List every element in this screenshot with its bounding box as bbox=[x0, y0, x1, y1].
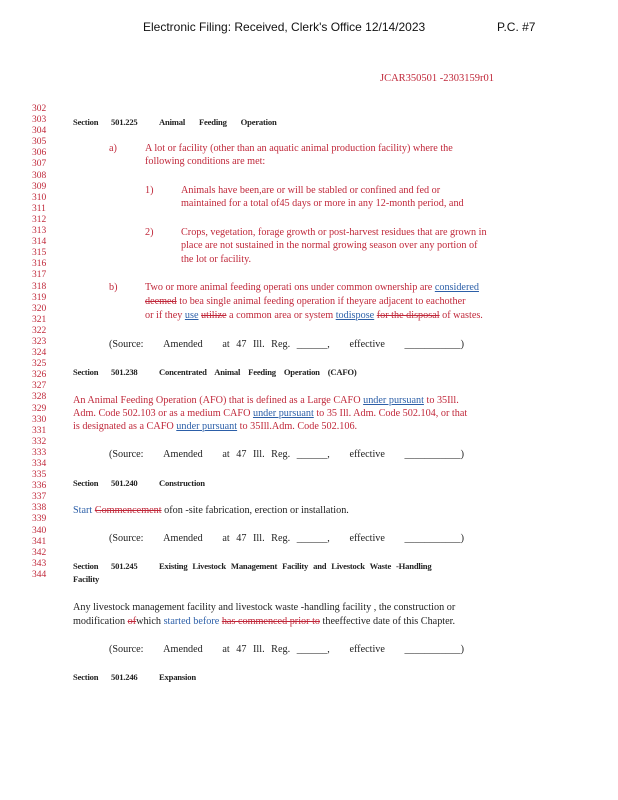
line-number: 310 bbox=[32, 192, 47, 203]
filing-stamp: Electronic Filing: Received, Clerk's Office 12/14/2023 bbox=[143, 20, 426, 34]
line-number: 344 bbox=[32, 569, 47, 580]
deleted-text: for the disposal bbox=[376, 310, 440, 321]
paragraph-line: Two or more animal feeding operati ons under common ownership are considered bbox=[145, 282, 479, 293]
paragraph-line: Start Commencement ofon -site fabrication, erection or installation. bbox=[73, 505, 349, 516]
line-number: 320 bbox=[32, 303, 47, 314]
inserted-text: considered bbox=[434, 282, 479, 293]
line-number: 321 bbox=[32, 314, 47, 325]
paragraph-line: maintained for a total of45 days or more in any 12-month period, and bbox=[181, 198, 464, 209]
paragraph-line: or if they use utilize a common area or system todispose for the disposal of wastes. bbox=[145, 310, 483, 321]
line-number: 339 bbox=[32, 514, 47, 525]
line-number: 319 bbox=[32, 292, 47, 303]
paragraph-line: following conditions are met: bbox=[145, 156, 266, 167]
list-marker-1: 1) bbox=[145, 185, 154, 196]
line-number: 315 bbox=[32, 248, 47, 259]
paragraph-line: place are not sustained in the normal growing season over any portion of bbox=[181, 240, 478, 251]
section-number: 501.245 bbox=[111, 561, 138, 571]
line-number: 336 bbox=[32, 481, 47, 492]
paragraph-line: deemed to bea single animal feeding operation if theyare adjacent to eachother bbox=[145, 296, 466, 307]
paragraph-line: An Animal Feeding Operation (AFO) that is defined as a Large CAFO under pursuant to 35Ill. bbox=[73, 395, 459, 406]
paragraph-line: is designated as a CAFO under pursuant to 35Ill.Adm. Code 502.106. bbox=[73, 421, 358, 432]
line-number: 343 bbox=[32, 558, 47, 569]
line-number: 331 bbox=[32, 425, 47, 436]
inserted-text: todispose bbox=[335, 310, 375, 321]
inserted-text: under pursuant bbox=[363, 395, 424, 406]
paragraph-line: Adm. Code 502.103 or as a medium CAFO under pursuant to 35 Ill. Adm. Code 502.104, or that bbox=[73, 408, 468, 419]
list-marker-2: 2) bbox=[145, 227, 154, 238]
section-title: Existing Livestock Management Facility and Livestock Waste -Handling bbox=[159, 561, 432, 571]
inserted-text: started before bbox=[163, 616, 220, 627]
line-number: 334 bbox=[32, 459, 47, 469]
line-number: 342 bbox=[32, 547, 47, 558]
line-number: 311 bbox=[32, 203, 46, 214]
source-note: (Source: Amended at 47 Ill. Reg. ______, effective ___________) bbox=[109, 533, 464, 544]
inserted-text: Start bbox=[73, 505, 93, 516]
line-number: 337 bbox=[32, 492, 47, 503]
section-label: Section bbox=[73, 478, 99, 488]
line-number: 329 bbox=[32, 403, 47, 414]
section-label: Section bbox=[73, 561, 99, 571]
line-number: 340 bbox=[32, 525, 47, 536]
section-title: Construction bbox=[159, 478, 205, 488]
list-marker-b: b) bbox=[109, 282, 118, 293]
source-note: (Source: Amended at 47 Ill. Reg. ______, effective ___________) bbox=[109, 339, 464, 350]
line-number: 325 bbox=[32, 359, 47, 370]
line-number: 318 bbox=[32, 281, 47, 292]
line-number: 322 bbox=[32, 325, 47, 336]
line-number: 333 bbox=[32, 447, 47, 458]
line-number: 341 bbox=[32, 536, 47, 547]
section-number: 501.246 bbox=[111, 672, 138, 682]
line-number: 317 bbox=[32, 270, 47, 281]
deleted-text: deemed bbox=[145, 296, 177, 307]
deleted-text: has commenced prior to bbox=[221, 616, 320, 627]
line-number: 306 bbox=[32, 148, 47, 159]
deleted-text: utilize bbox=[201, 310, 227, 321]
section-title: Animal Feeding Operation bbox=[159, 117, 277, 127]
section-title: Concentrated Animal Feeding Operation (CAFO) bbox=[159, 367, 357, 377]
section-label: Section bbox=[73, 672, 99, 682]
line-number: 308 bbox=[32, 170, 47, 181]
line-number: 314 bbox=[32, 237, 47, 248]
line-number: 335 bbox=[32, 470, 47, 481]
section-label: Section bbox=[73, 367, 99, 377]
paragraph-line: A lot or facility (other than an aquatic animal production facility) where the bbox=[145, 143, 453, 154]
line-number: 313 bbox=[32, 226, 47, 237]
line-number: 326 bbox=[32, 370, 47, 381]
line-number: 327 bbox=[32, 381, 47, 392]
paragraph-line: modification ofwhich started before has commenced prior to theeffective date of this Chapter. bbox=[73, 616, 456, 627]
section-number: 501.225 bbox=[111, 117, 138, 127]
deleted-text: Commencement bbox=[94, 505, 162, 516]
section-number: 501.240 bbox=[111, 478, 138, 488]
line-number: 303 bbox=[32, 115, 47, 126]
line-number: 338 bbox=[32, 503, 47, 514]
section-title-continued: Facility bbox=[73, 574, 100, 584]
pc-number: P.C. #7 bbox=[497, 20, 536, 34]
line-number: 304 bbox=[32, 126, 47, 137]
paragraph-line: Crops, vegetation, forage growth or post-harvest residues that are grown in bbox=[181, 227, 487, 238]
paragraph-line: Any livestock management facility and livestock waste -handling facility , the construction or bbox=[73, 602, 456, 613]
paragraph-line: Animals have been,are or will be stabled or confined and fed or bbox=[181, 185, 441, 196]
inserted-text: under pursuant bbox=[252, 408, 314, 419]
section-label: Section bbox=[73, 117, 99, 127]
list-marker-a: a) bbox=[109, 143, 117, 154]
deleted-text: of bbox=[127, 616, 137, 627]
section-title: Expansion bbox=[159, 672, 196, 682]
line-number: 302 bbox=[32, 104, 47, 114]
inserted-text: use bbox=[184, 310, 199, 321]
line-number: 305 bbox=[32, 137, 47, 148]
line-number: 332 bbox=[32, 436, 47, 447]
document-reference: JCAR350501 -2303159r01 bbox=[380, 73, 495, 84]
line-number: 330 bbox=[32, 414, 47, 425]
source-note: (Source: Amended at 47 Ill. Reg. ______, effective ___________) bbox=[109, 449, 464, 460]
line-number: 307 bbox=[32, 159, 47, 170]
section-number: 501.238 bbox=[111, 367, 138, 377]
line-number: 316 bbox=[32, 259, 47, 270]
inserted-text: under pursuant bbox=[176, 421, 238, 432]
source-note: (Source: Amended at 47 Ill. Reg. ______, effective ___________) bbox=[109, 644, 464, 655]
line-number: 324 bbox=[32, 348, 47, 359]
line-number: 323 bbox=[32, 336, 47, 347]
line-number: 328 bbox=[32, 392, 47, 403]
line-number: 312 bbox=[32, 214, 47, 225]
paragraph-line: the lot or facility. bbox=[181, 254, 252, 265]
line-number: 309 bbox=[32, 181, 47, 192]
